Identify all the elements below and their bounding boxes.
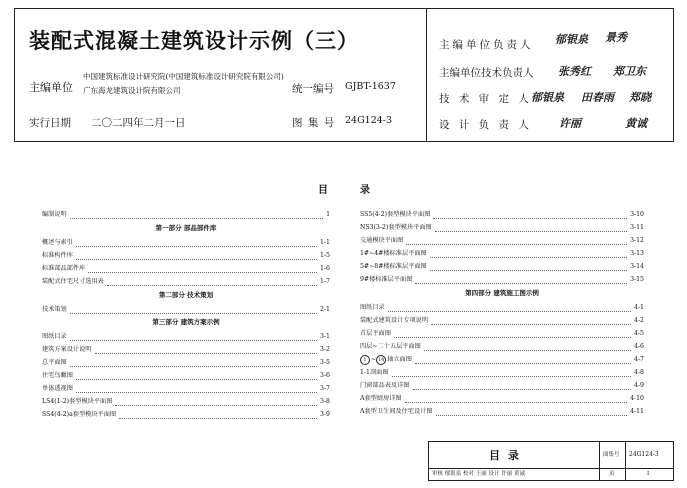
toc-entry-page: 1-6 [320, 265, 330, 272]
toc-entry-title: 四层~二十五层平面图 [360, 343, 421, 350]
toc-entry[interactable] [360, 301, 644, 314]
toc-entry-title: 交通模块平面图 [360, 237, 404, 244]
toc-entry-page: 4-10 [630, 395, 644, 402]
toc-entry[interactable] [360, 314, 644, 327]
toc-entry-page: 4-6 [634, 343, 644, 350]
toc-entry[interactable] [42, 369, 330, 382]
signature-row [439, 65, 551, 80]
code-label: 统一编号 [292, 83, 334, 95]
toc-entry[interactable] [42, 356, 330, 369]
toc-entry-page: 3-5 [320, 359, 330, 366]
title-block-divider [599, 442, 600, 480]
signature: 张秀红 [558, 65, 591, 78]
toc-entry-title: 9#楼标准层平面图 [360, 276, 413, 283]
toc-entry[interactable] [360, 405, 644, 418]
toc-entry-page: 1 [326, 211, 330, 218]
signature: 郑卫东 [613, 65, 646, 78]
title-block [428, 441, 674, 481]
toc-entry[interactable] [360, 327, 644, 340]
toc-entry-title: 技术策划 [42, 306, 67, 313]
toc-entry-title: A套型厨房详图 [360, 395, 402, 402]
toc-entry-title: 标准构件库 [42, 252, 73, 259]
toc-part-heading: 第一部分 部品部件库 [155, 224, 217, 232]
toc-entry-title: 装配式住宅尺寸选用表 [42, 278, 104, 285]
toc-entry-page: 4-9 [634, 382, 644, 389]
signature: 郑晓 [629, 91, 651, 104]
toc-entry[interactable] [360, 366, 644, 379]
toc-part-heading: 第四部分 建筑施工图示例 [465, 289, 539, 297]
axis-range-separator: ~ [371, 356, 377, 363]
header-divider [426, 9, 427, 141]
toc-entry-title: 1#~4#楼标准层平面图 [360, 250, 427, 257]
toc-entry-page: 3-11 [630, 224, 644, 231]
toc-entry-page: 4-7 [634, 356, 644, 363]
title-block-page-value: I [647, 471, 650, 477]
code-value: GJBT-1637 [345, 81, 396, 92]
toc-entry[interactable] [42, 303, 330, 316]
toc-entry[interactable] [360, 353, 644, 366]
date-label: 实行日期 [29, 117, 71, 129]
toc-entry-page: 1-1 [320, 239, 330, 246]
toc-entry[interactable] [42, 343, 330, 356]
toc-entry[interactable] [360, 273, 644, 286]
signature-role: 技 术 审 定 人 [439, 93, 532, 105]
date-value: 二〇二四年二月一日 [91, 117, 186, 129]
signature: 许丽 [559, 117, 581, 130]
toc-title-left: 目 [318, 185, 328, 196]
title-block-signatures: 审核 郁银泉 校对 王丽 设计 许丽 黄诚 [432, 471, 525, 477]
toc-entry[interactable] [42, 330, 330, 343]
toc-entry-title: 建筑方案设计说明 [42, 346, 92, 353]
toc-entry-title: NS3(3-2)套型模块平面图 [360, 224, 432, 231]
signature-role: 主编单位技术负责人 [439, 67, 534, 79]
toc-entry-title: 1-1剖面图 [360, 369, 389, 376]
signature: 田春雨 [581, 91, 614, 104]
toc-entry-page: 3-15 [630, 276, 644, 283]
toc-entry[interactable] [42, 395, 330, 408]
atlas-label: 图 集 号 [292, 117, 336, 129]
signature-role: 主编单位负责人 [439, 39, 534, 51]
signature: 景秀 [605, 31, 627, 44]
toc-entry[interactable] [360, 234, 644, 247]
signature: 郁银泉 [531, 91, 564, 104]
toc-entry-page: 3-13 [630, 250, 644, 257]
toc-title-right: 录 [360, 185, 370, 196]
toc-entry-title: A套型卫生间及住宅设计图 [360, 408, 433, 415]
toc-entry-page: 3-8 [320, 398, 330, 405]
toc-entry-title: SS5(4-2)套型模块平面图 [360, 211, 431, 218]
toc-entry-page: 4-2 [634, 317, 644, 324]
toc-entry[interactable] [360, 379, 644, 392]
toc-entry[interactable] [360, 221, 644, 234]
toc-entry[interactable] [360, 340, 644, 353]
toc-entry[interactable] [360, 208, 644, 221]
unit-line-2: 广东海龙建筑设计院有限公司 [83, 86, 181, 95]
toc-part-heading: 第三部分 建筑方案示例 [152, 318, 220, 326]
toc-entry-title: 图纸目录 [42, 333, 67, 340]
axis-circle-icon: 14 [378, 356, 385, 363]
toc-entry-page: 1-5 [320, 252, 330, 259]
toc-entry[interactable] [360, 260, 644, 273]
toc-entry-title: 门窗部品表及详图 [360, 382, 410, 389]
toc-entry-page: 3-12 [630, 237, 644, 244]
title-block-atlas-label: 图集号 [603, 452, 620, 458]
toc-entry-page: 3-2 [320, 346, 330, 353]
toc-entry-title: 概述与索引 [42, 239, 73, 246]
unit-line-1: 中国建筑标准设计研究院(中国建筑标准设计研究院有限公司) [83, 72, 284, 81]
toc-entry-page: 2-1 [320, 306, 330, 313]
unit-label: 主编单位 [29, 81, 73, 94]
title-block-atlas-value: 24G124-3 [629, 451, 659, 458]
toc-entry-page: 4-5 [634, 330, 644, 337]
toc-entry[interactable] [42, 275, 330, 288]
header-box [14, 8, 674, 142]
toc-entry-page: 3-14 [630, 263, 644, 270]
toc-entry-title: SS4(4-2)a套型模块平面图 [42, 411, 117, 418]
toc-entry-title: 编制说明 [42, 211, 67, 218]
toc-entry[interactable] [42, 262, 330, 275]
atlas-value: 24G124-3 [345, 115, 393, 126]
toc-entry-page: 4-1 [634, 304, 644, 311]
toc-entry[interactable] [42, 408, 330, 421]
page-title: 装配式混凝土建筑设计示例（三） [29, 29, 359, 53]
signature-row [439, 37, 551, 52]
toc-entry[interactable] [42, 208, 330, 221]
signature: 黄诚 [625, 117, 647, 130]
toc-entry[interactable] [360, 392, 644, 405]
toc-entry-page: 3-6 [320, 372, 330, 379]
toc-entry-title: 首层平面图 [360, 330, 391, 337]
toc-entry-title: 图纸目录 [360, 304, 385, 311]
signature-row [439, 117, 551, 132]
toc-entry-page: 3-7 [320, 385, 330, 392]
toc-entry-page: 3-10 [630, 211, 644, 218]
title-block-page-label: 页 [609, 471, 615, 477]
signature: 郁银泉 [555, 33, 588, 46]
toc-entry-page: 4-8 [634, 369, 644, 376]
toc-entry-title: 5#~8#楼标准层平面图 [360, 263, 427, 270]
toc-entry[interactable] [42, 236, 330, 249]
title-block-divider [625, 442, 626, 480]
toc-entry-title: LS4(1-2)套型模块平面图 [42, 398, 113, 405]
axis-circle-icon: 1 [360, 355, 370, 365]
toc-entry-title: 轴立面图 [387, 356, 412, 363]
toc-entry-title: 标准部品部件库 [42, 265, 86, 272]
title-block-title: 目录 [489, 449, 527, 462]
toc-entry[interactable] [42, 382, 330, 395]
signature-role: 设 计 负 责 人 [439, 119, 532, 131]
toc-part-heading: 第二部分 技术策划 [158, 291, 214, 299]
toc-entry[interactable] [42, 249, 330, 262]
toc-entry-title: 单体透视图 [42, 385, 73, 392]
toc-entry-title: 装配式建筑设计专项说明 [360, 317, 429, 324]
toc-entry-title: 住宅鸟瞰图 [42, 372, 73, 379]
toc-entry-page: 3-1 [320, 333, 330, 340]
toc-entry-page: 1-7 [320, 278, 330, 285]
toc-entry-page: 3-9 [320, 411, 330, 418]
toc-entry-title: 总平面图 [42, 359, 67, 366]
toc-entry[interactable] [360, 247, 644, 260]
toc-entry-page: 4-11 [630, 408, 644, 415]
